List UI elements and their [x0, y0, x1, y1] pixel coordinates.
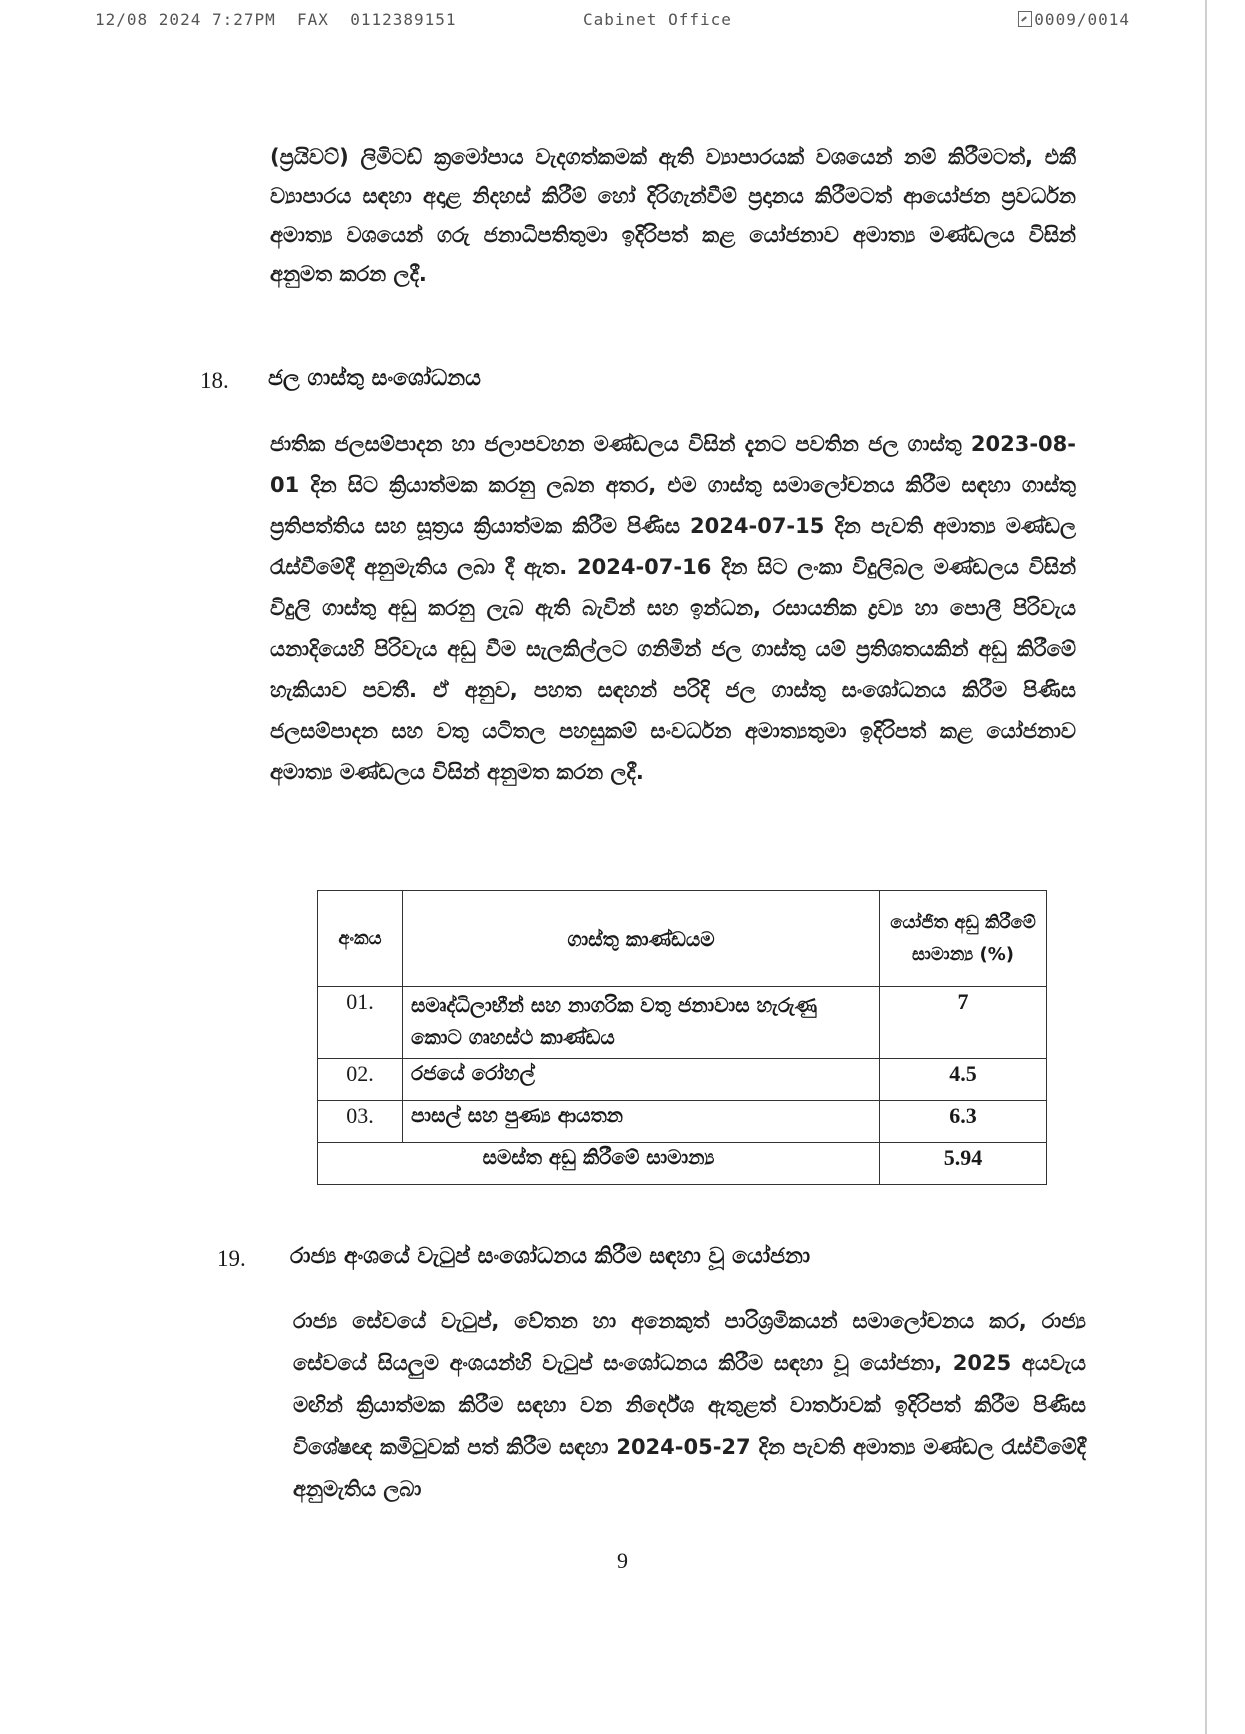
total-label: සමස්ත අඩු කිරීමේ සාමාන්‍ය	[318, 1143, 880, 1185]
section-19-number: 19.	[217, 1246, 246, 1271]
row-2-value: 4.5	[880, 1059, 1047, 1101]
section-18-title: ජල ගාස්තු සංශෝධනය	[268, 366, 481, 391]
fax-page-counter-wrap	[1018, 10, 1130, 29]
page-number: 9	[617, 1548, 628, 1573]
fax-check-icon	[1018, 11, 1032, 27]
header-no: අංකය	[318, 891, 403, 987]
row-3-value: 6.3	[880, 1101, 1047, 1143]
table-row	[318, 1101, 1047, 1143]
row-2-no: 02.	[318, 1059, 403, 1101]
row-3-no: 03.	[318, 1101, 403, 1143]
fax-office: Cabinet Office	[583, 10, 732, 29]
section-18-body: ජාතික ජලසම්පාදන හා ජලාපවහන මණ්ඩලය විසින් දැනට පවතින ජල ගාස්තු 2023-08-01 දින සිට ක්‍රියාත්මක කරනු ලබන අතර, එම ගාස්තු සමාලෝචනය කිරීම සඳහා ගාස්තු ප්‍රතිපත්තිය සහ සූත්‍රය ක්‍රියාත්මක කිරීම පිණිස 2024-07-15 දින පැවති අමාත්‍ය මණ්ඩල රැස්වීමේදී අනුමැතිය ලබා දී ඇත. 2024-07-16 දින සිට ලංකා විදුලිබල මණ්ඩලය විසින් විදුලි ගාස්තු අඩු කරනු ලැබ ඇති බැවින් සහ ඉන්ධන, රසායනික ද්‍රව්‍ය හා පොලී පිරිවැය යනාදියෙහි පිරිවැය අඩු වීම සැලකිල්ලට ගනිමින් ජල ගාස්තු යම් ප්‍රතිශතයකින් අඩු කිරීමේ හැකියාව පවතී. ඒ අනුව, පහත සඳහන් පරිදි ජල ගාස්තු සංශෝධනය කිරීම පිණිස ජලසම්පාදන සහ වතු යටිතල පහසුකම් සංවර්ධන අමාත්‍යතුමා ඉදිරිපත් කළ යෝජනාව අමාත්‍ය මණ්ඩලය විසින් අනුමත කරන ලදී.	[270, 432, 1076, 784]
fax-number: 0112389151	[350, 10, 457, 29]
table-header-row	[318, 891, 1047, 987]
table-total-row	[318, 1143, 1047, 1185]
row-1-no: 01.	[318, 987, 403, 1059]
total-value: 5.94	[880, 1143, 1047, 1185]
water-tariff-table	[317, 890, 1047, 1185]
header-value: යෝජිත අඩු කිරීමේ සාමාන්‍ය (%)	[880, 891, 1047, 987]
table-row	[318, 1059, 1047, 1101]
row-3-category: පාසල් සහ පුණ්‍ය ආයතන	[403, 1101, 880, 1143]
section-19-body: රාජ්‍ය සේවයේ වැටුප්, වේතන හා අනෙකුත් පාරිශ්‍රමිකයන් සමාලෝචනය කර, රාජ්‍ය සේවයේ සියලුම අංශයන්හි වැටුප් සංශෝධනය කිරීම සඳහා වූ යෝජනා, 2025 අයවැය මඟින් ක්‍රියාත්මක කිරීම සඳහා වන නිර්දේශ ඇතුළත් වාර්තාවක් ඉදිරිපත් කිරීම පිණිස විශේෂඥ කමිටුවක් පත් කිරීම සඳහා 2024-05-27 දින පැවති අමාත්‍ය මණ්ඩල රැස්වීමේදී අනුමැතිය ලබා	[293, 1309, 1086, 1501]
table-row	[318, 987, 1047, 1059]
fax-page-counter: 0009/0014	[1034, 10, 1130, 29]
fax-datetime: 12/08 2024 7:27PM	[95, 10, 276, 29]
fax-header-left	[95, 10, 457, 29]
fax-label: FAX	[297, 10, 329, 29]
scan-edge-line	[1205, 0, 1207, 1734]
section-19-title: රාජ්‍ය අංශයේ වැටුප් සංශෝධනය කිරීම සඳහා වූ යෝජනා	[290, 1244, 811, 1269]
row-1-value: 7	[880, 987, 1047, 1059]
intro-paragraph: (ප්‍රයිවට්) ලිමිටඩ් ක්‍රමෝපාය වැදගත්කමක් ඇති ව්‍යාපාරයක් වශයෙන් නම් කිරීමටත්, එකී ව්‍යාපාරය සඳහා අදාළ නිදහස් කිරීම් හෝ දිරිගැන්වීම් ප්‍රදානය කිරීමටත් ආයෝජන ප්‍රවර්ධන අමාත්‍ය වශයෙන් ගරු ජනාධිපතිතුමා ඉදිරිපත් කළ යෝජනාව අමාත්‍ය මණ්ඩලය විසින් අනුමත කරන ලදී.	[270, 145, 1076, 286]
section-18-number: 18.	[200, 368, 229, 393]
header-category: ගාස්තු කාණ්ඩයම	[403, 891, 880, 987]
fax-header	[95, 10, 1130, 38]
row-2-category: රජයේ රෝහල්	[403, 1059, 880, 1101]
row-1-category: සමෘද්ධිලාභීන් සහ නාගරික වතු ජනාවාස හැරුණු කොට ගෘහස්ථ කාණ්ඩය	[403, 987, 880, 1059]
